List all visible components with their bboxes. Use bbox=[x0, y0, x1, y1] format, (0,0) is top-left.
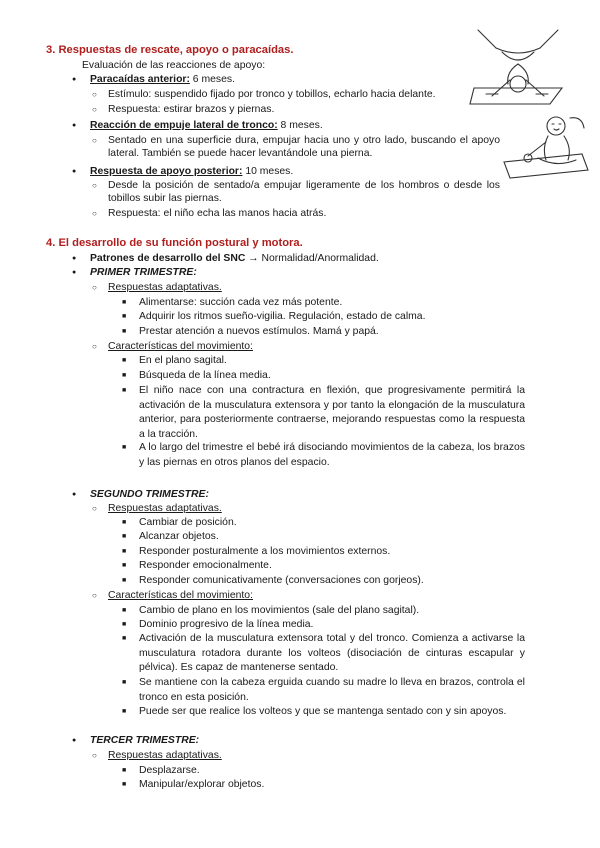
list-item: ■ Se mantiene con la cabeza erguida cuando su madre lo lleva en brazos, controla el tronco en esta posición. bbox=[139, 676, 525, 705]
group-label: ○ Características del movimiento: bbox=[108, 340, 253, 353]
section-4-heading: 4. El desarrollo de su función postural y motora. bbox=[46, 237, 303, 249]
list-item: ● Paracaídas anterior: 6 meses. bbox=[90, 73, 235, 86]
list-item: ● Respuesta de apoyo posterior: 10 meses. bbox=[90, 165, 293, 178]
list-item: ■ Desplazarse. bbox=[139, 764, 200, 777]
trimester-title: ● SEGUNDO TRIMESTRE: bbox=[90, 488, 209, 501]
group-label: ○ Respuestas adaptativas. bbox=[108, 749, 222, 762]
list-item: ■ Responder comunicativamente (conversaciones con gorjeos). bbox=[139, 574, 424, 587]
list-item: ■ Responder emocionalmente. bbox=[139, 559, 272, 572]
list-item: ■ Adquirir los ritmos sueño-vigilia. Regulación, estado de calma. bbox=[139, 310, 425, 323]
list-item: ■ Responder posturalmente a los movimientos externos. bbox=[139, 545, 390, 558]
group-label: ○ Respuestas adaptativas. bbox=[108, 281, 222, 294]
list-item: ■ Manipular/explorar objetos. bbox=[139, 778, 264, 791]
list-item: ■ El niño nace con una contractura en flexión, que progresivamente permitirá la activación de la musculatura extensora y por tanto la elongación de la musculatura anterior, para posteriormente contraerse, mejorando respuestas como la respuesta a la tracción. bbox=[139, 384, 525, 442]
list-item: ■ Cambio de plano en los movimientos (sale del plano sagital). bbox=[139, 604, 419, 617]
list-item: ■ Prestar atención a nuevos estímulos. Mamá y papá. bbox=[139, 325, 379, 338]
list-item: ■ Cambiar de posición. bbox=[139, 516, 237, 529]
list-item: ○ Desde la posición de sentado/a empujar ligeramente de los hombros o desde los tobillos subir las piernas. bbox=[108, 179, 500, 205]
list-item: ○ Estímulo: suspendido fijado por tronco y tobillos, echarlo hacia delante. bbox=[108, 88, 436, 101]
trimester-title: ● PRIMER TRIMESTRE: bbox=[90, 266, 197, 279]
list-item: ● Reacción de empuje lateral de tronco: 8 meses. bbox=[90, 119, 323, 132]
trimester-title: ● TERCER TRIMESTRE: bbox=[90, 734, 199, 747]
list-item: ■ A lo largo del trimestre el bebé irá disociando movimientos de la cabeza, los brazos y las piernas en otros planos del espacio. bbox=[139, 441, 525, 470]
list-item: ■ Dominio progresivo de la línea media. bbox=[139, 618, 313, 631]
list-item: ■ En el plano sagital. bbox=[139, 354, 227, 367]
baby-parachute-illustration bbox=[468, 28, 568, 108]
list-item: ■ Búsqueda de la línea media. bbox=[139, 369, 271, 382]
list-item: ■ Alcanzar objetos. bbox=[139, 530, 219, 543]
list-item: ○ Sentado en una superficie dura, empujar hacia uno y otro lado, buscando el apoyo lateral. También se puede hacer levantándole una pierna. bbox=[108, 134, 500, 160]
group-label: ○ Características del movimiento: bbox=[108, 589, 253, 602]
list-item: ■ Activación de la musculatura extensora total y del tronco. Comienza a activarse la musculatura rotadora durante los volteos (disociación de cinturas escapular y pélvica). Es capaz de mantenerse sentado. bbox=[139, 632, 525, 676]
section-3-heading: 3. Respuestas de rescate, apoyo o paracaídas. bbox=[46, 44, 294, 56]
list-item: ● Patrones de desarrollo del SNC → Normalidad/Anormalidad. bbox=[90, 252, 379, 265]
list-item: ■ Puede ser que realice los volteos y que se mantenga sentado con y sin apoyos. bbox=[139, 705, 506, 718]
section-3-intro: Evaluación de las reacciones de apoyo: bbox=[82, 60, 266, 71]
list-item: ○ Respuesta: estirar brazos y piernas. bbox=[108, 103, 274, 116]
baby-lateral-push-illustration bbox=[498, 112, 590, 182]
list-item: ○ Respuesta: el niño echa las manos hacia atrás. bbox=[108, 207, 326, 220]
group-label: ○ Respuestas adaptativas. bbox=[108, 502, 222, 515]
list-item: ■ Alimentarse: succión cada vez más potente. bbox=[139, 296, 342, 309]
